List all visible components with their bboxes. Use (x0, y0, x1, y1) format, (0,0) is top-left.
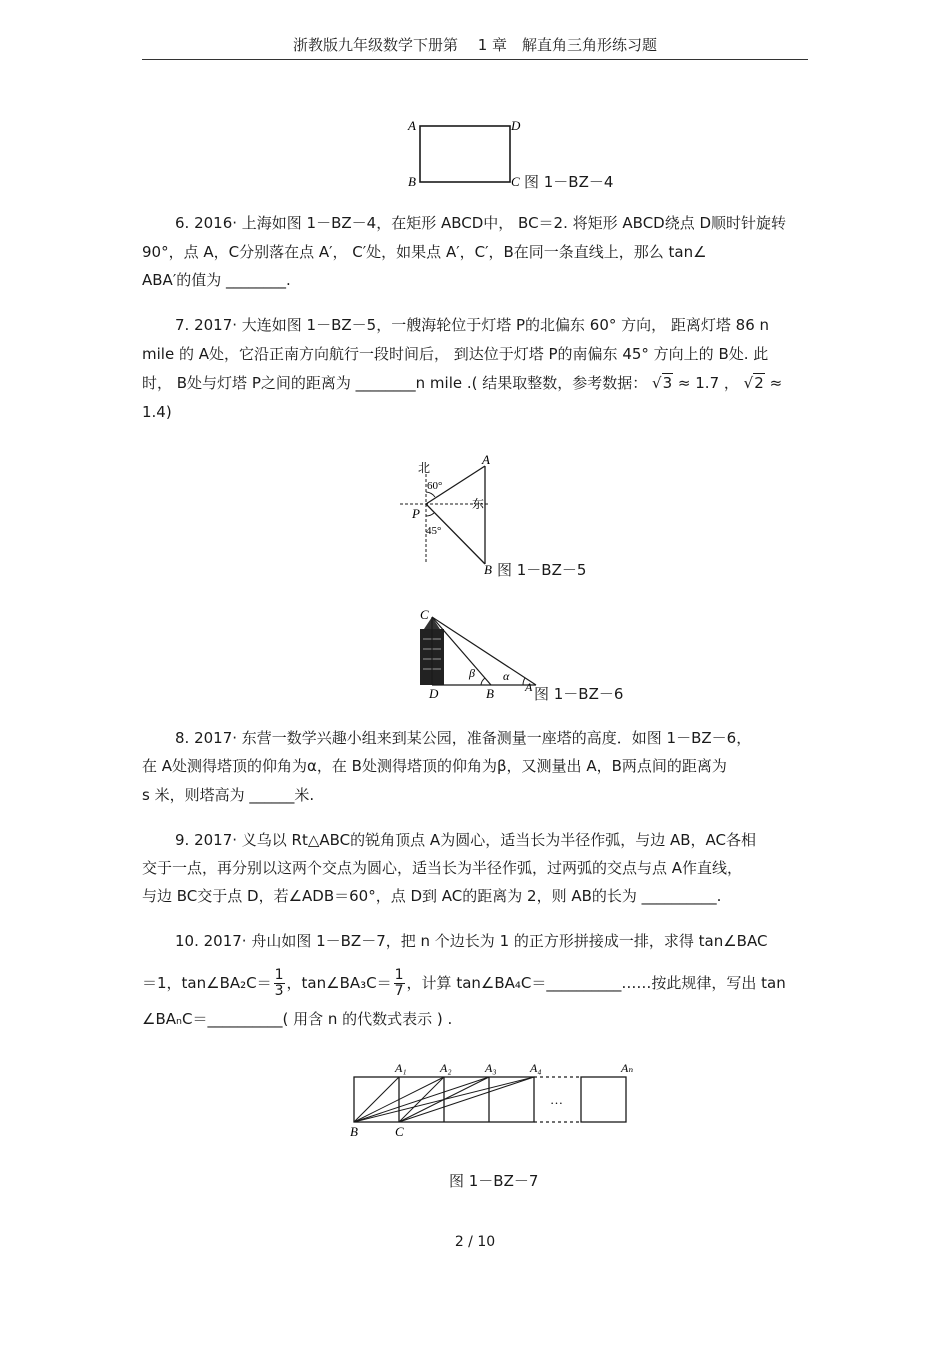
q10-line-2-part-2: ，tan∠BA₃C＝ (286, 974, 392, 992)
line-c-a2 (399, 1077, 444, 1122)
figure-caption: 图 1－BZ－4 (524, 173, 614, 191)
label-d: D (429, 686, 439, 700)
north-label: 北 (418, 461, 431, 475)
q10-line-2-part-1: ＝1，tan∠BA₂C＝ (142, 974, 272, 992)
page-header: 浙教版九年级数学下册第 1 章 解直角三角形练习题 (292, 36, 658, 54)
q7-line-3-text: 时， B处与灯塔 P之间的距离为 ________n mile .( 结果取整数，参考数据： (142, 374, 648, 392)
ellipsis: … (550, 1092, 563, 1107)
segment-ca (432, 617, 536, 685)
label-an: Aₙ (621, 1061, 634, 1075)
q10-line-2 (142, 968, 786, 999)
label-a3: A₃ (485, 1061, 497, 1075)
q7-line-2: mile 的 A处，它沿正南方向航行一段时间后， 到达位于灯塔 P的南偏东 45° 方向上的 B处. 此 (142, 345, 769, 363)
q9-line-3: 与边 BC交于点 D，若∠ADB＝60°，点 D到 AC的距离为 2，则 AB的长为 __________. (142, 887, 722, 905)
beta-label: β (469, 666, 475, 680)
q10-line-3: ∠BAₙC＝__________( 用含 n 的代数式表示 ) . (142, 1010, 453, 1028)
angle-arc-45 (426, 513, 434, 516)
q8-line-3: s 米，则塔高为 ______米. (142, 786, 315, 804)
line-b-a1 (354, 1077, 399, 1122)
angle-arc-60 (426, 492, 435, 497)
label-c: C (511, 174, 520, 189)
label-a1: A₁ (395, 1061, 407, 1075)
figure-rectangle (400, 112, 540, 194)
figure-tower (415, 605, 540, 700)
sqrt-two: √2 (743, 374, 764, 392)
label-a: A (408, 118, 416, 133)
label-d: D (511, 118, 521, 133)
q8-line-1: 8. 2017· 东营一数学兴趣小组来到某公园，准备测量一座塔的高度．如图 1－BZ－6， (175, 729, 752, 747)
q7-line-3 (142, 373, 782, 393)
alpha-label: α (503, 669, 510, 683)
q10-line-1: 10. 2017· 舟山如图 1－BZ－7，把 n 个边长为 1 的正方形拼接成一排，求得 tan∠BAC (175, 932, 768, 950)
fraction-one-seventh: $\frac{1}{7}$ (394, 967, 404, 999)
label-b: B (350, 1124, 358, 1139)
page-number: 2 / 10 (454, 1234, 496, 1250)
q9-line-1: 9. 2017· 义乌以 Rt△ABC的锐角顶点 A为圆心，适当长为半径作弧，与边 AB，AC各相 (175, 831, 756, 849)
approx-symbol: ≈ (769, 374, 783, 392)
east-label: 东 (472, 497, 485, 511)
q10-line-2-part-3: ，计算 tan∠BA₄C＝__________……按此规律，写出 tan (406, 974, 786, 992)
label-a4: A₄ (530, 1061, 542, 1075)
header-rule (142, 59, 808, 60)
figure-squares (345, 1057, 635, 1140)
q6-line-1: 6. 2016· 上海如图 1－BZ－4，在矩形 ABCD中， BC＝2. 将矩形 ABCD绕点 D顺时针旋转 (175, 214, 787, 232)
label-b: B (408, 174, 416, 189)
q7-line-1: 7. 2017· 大连如图 1－BZ－5，一艘海轮位于灯塔 P的北偏东 60° 方向， 距离灯塔 86 n (175, 316, 770, 334)
sqrt-three: √3 (652, 374, 673, 392)
angle-arc-beta (481, 678, 485, 685)
figure-caption: 图 1－BZ－5 (497, 561, 587, 579)
line-c-a4 (399, 1077, 534, 1122)
label-b: B (484, 562, 492, 577)
fraction-one-third: $\frac{1}{3}$ (274, 967, 284, 999)
q6-line-2: 90°，点 A，C分别落在点 A′， C′处，如果点 A′，C′，B在同一条直线上，那么 tan∠ (142, 243, 707, 261)
angle-label-45: 45° (426, 525, 442, 537)
angle-label-60: 60° (427, 480, 443, 492)
figure-caption: 图 1－BZ－7 (449, 1172, 539, 1190)
approx-value-1: ≈ 1.7 ， (677, 374, 739, 392)
q9-line-2: 交于一点，再分别以这两个交点为圆心，适当长为半径作弧，过两弧的交点与点 A作直线， (142, 859, 743, 877)
label-b: B (486, 686, 494, 700)
label-c: C (395, 1124, 404, 1139)
last-square (581, 1077, 626, 1122)
label-p: P (412, 506, 420, 521)
q7-line-4: 1.4) (142, 403, 172, 421)
label-a: A (482, 452, 490, 467)
label-a2: A₂ (440, 1061, 452, 1075)
label-c: C (420, 607, 429, 622)
figure-lighthouse (396, 452, 506, 580)
label-a: A (525, 680, 533, 694)
q8-line-2: 在 A处测得塔顶的仰角为α，在 B处测得塔顶的仰角为β，又测量出 A，B两点间的距离为 (142, 757, 727, 775)
figure-caption: 图 1－BZ－6 (534, 685, 624, 703)
q6-line-3: ABA′的值为 ________. (142, 271, 291, 289)
rectangle-abcd (420, 126, 510, 182)
